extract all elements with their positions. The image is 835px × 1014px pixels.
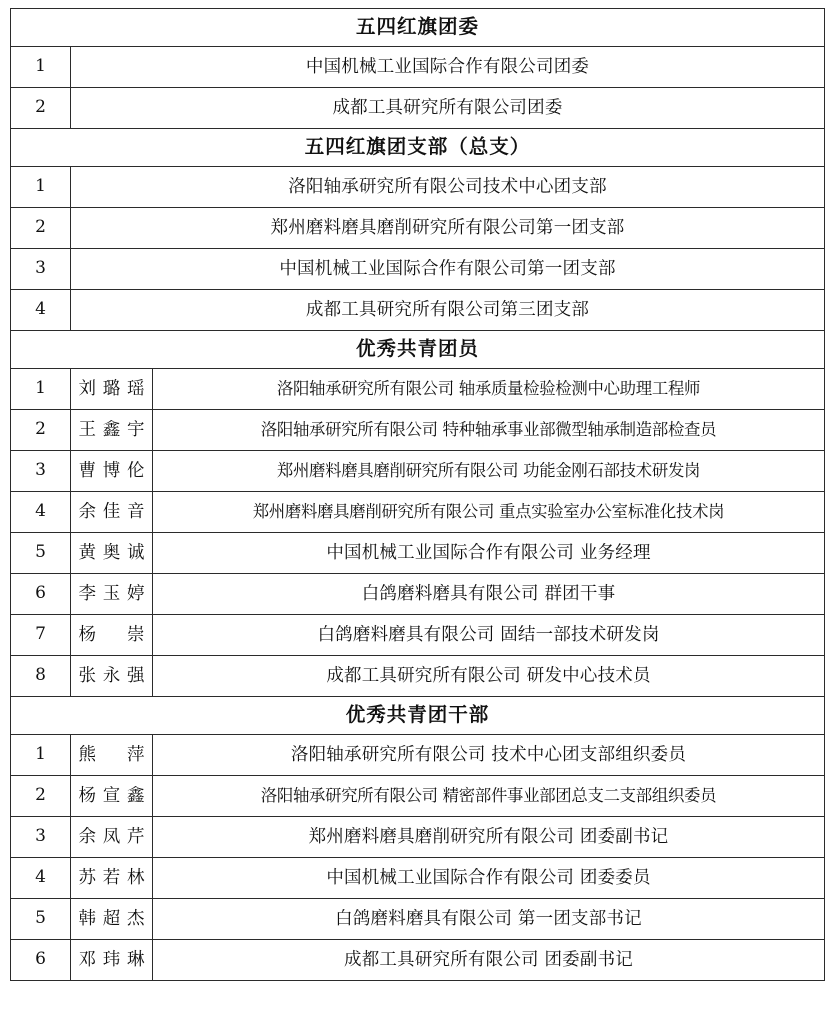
- row-number: 4: [11, 290, 71, 331]
- table-row: [11, 88, 825, 129]
- section-header-row: [11, 9, 825, 47]
- section-title: 优秀共青团员: [11, 331, 825, 369]
- table-row: [11, 940, 825, 981]
- table-row: [11, 167, 825, 208]
- award-description: 郑州磨料磨具磨削研究所有限公司第一团支部: [71, 208, 825, 249]
- person-name: [71, 735, 153, 776]
- row-number: 7: [11, 615, 71, 656]
- person-name: [71, 656, 153, 697]
- row-number: 1: [11, 735, 71, 776]
- person-name: [71, 817, 153, 858]
- table-row: [11, 656, 825, 697]
- person-name: [71, 615, 153, 656]
- table-row: [11, 817, 825, 858]
- section-title: 五四红旗团委: [11, 9, 825, 47]
- award-description: 洛阳轴承研究所有限公司技术中心团支部: [71, 167, 825, 208]
- person-name-text: 李玉婷: [78, 583, 145, 604]
- row-number: 4: [11, 858, 71, 899]
- person-name: [71, 369, 153, 410]
- award-description: 中国机械工业国际合作有限公司 业务经理: [153, 533, 825, 574]
- section-header-row: [11, 331, 825, 369]
- section-title: 五四红旗团支部（总支）: [11, 129, 825, 167]
- person-name-text: 韩超杰: [78, 908, 145, 929]
- person-name-text: 余凤芹: [78, 826, 145, 847]
- person-name-text: 张永强: [78, 665, 145, 686]
- row-number: 2: [11, 410, 71, 451]
- person-name: [71, 858, 153, 899]
- award-description: 郑州磨料磨具磨削研究所有限公司 功能金刚石部技术研发岗: [153, 451, 825, 492]
- person-name-text: 黄奥诚: [78, 542, 145, 563]
- row-number: 3: [11, 249, 71, 290]
- award-description: 成都工具研究所有限公司团委: [71, 88, 825, 129]
- table-row: [11, 451, 825, 492]
- row-number: 6: [11, 940, 71, 981]
- row-number: 1: [11, 369, 71, 410]
- award-table: [10, 8, 825, 981]
- award-description: 成都工具研究所有限公司第三团支部: [71, 290, 825, 331]
- table-row: [11, 249, 825, 290]
- table-row: [11, 47, 825, 88]
- row-number: 1: [11, 167, 71, 208]
- award-description: 白鸽磨料磨具有限公司 第一团支部书记: [153, 899, 825, 940]
- person-name: [71, 492, 153, 533]
- person-name-text: 王鑫宇: [78, 419, 145, 440]
- row-number: 1: [11, 47, 71, 88]
- person-name-text: 余佳音: [78, 501, 145, 522]
- section-header-row: [11, 697, 825, 735]
- person-name-text: 杨宣鑫: [78, 785, 145, 806]
- row-number: 2: [11, 776, 71, 817]
- person-name: [71, 940, 153, 981]
- table-row: [11, 858, 825, 899]
- award-description: 白鸽磨料磨具有限公司 固结一部技术研发岗: [153, 615, 825, 656]
- row-number: 5: [11, 533, 71, 574]
- table-row: [11, 369, 825, 410]
- table-row: [11, 776, 825, 817]
- award-description: 郑州磨料磨具磨削研究所有限公司 团委副书记: [153, 817, 825, 858]
- award-description: 洛阳轴承研究所有限公司 精密部件事业部团总支二支部组织委员: [153, 776, 825, 817]
- row-number: 5: [11, 899, 71, 940]
- person-name: [71, 776, 153, 817]
- table-row: [11, 208, 825, 249]
- award-description: 中国机械工业国际合作有限公司团委: [71, 47, 825, 88]
- award-description: 中国机械工业国际合作有限公司第一团支部: [71, 249, 825, 290]
- table-row: [11, 492, 825, 533]
- table-row: [11, 533, 825, 574]
- person-name: [71, 451, 153, 492]
- person-name: [71, 574, 153, 615]
- row-number: 4: [11, 492, 71, 533]
- person-name-text: 苏若林: [78, 867, 145, 888]
- table-row: [11, 615, 825, 656]
- award-description: 成都工具研究所有限公司 研发中心技术员: [153, 656, 825, 697]
- award-description: 郑州磨料磨具磨削研究所有限公司 重点实验室办公室标准化技术岗: [153, 492, 825, 533]
- person-name-text: 杨崇: [78, 624, 145, 645]
- award-description: 洛阳轴承研究所有限公司 轴承质量检验检测中心助理工程师: [153, 369, 825, 410]
- table-row: [11, 735, 825, 776]
- person-name-text: 邓玮琳: [78, 949, 145, 970]
- person-name: [71, 533, 153, 574]
- award-description: 洛阳轴承研究所有限公司 技术中心团支部组织委员: [153, 735, 825, 776]
- table-row: [11, 574, 825, 615]
- row-number: 6: [11, 574, 71, 615]
- section-header-row: [11, 129, 825, 167]
- person-name-text: 刘璐瑶: [78, 378, 145, 399]
- person-name-text: 熊萍: [78, 744, 145, 765]
- row-number: 3: [11, 451, 71, 492]
- award-description: 洛阳轴承研究所有限公司 特种轴承事业部微型轴承制造部检查员: [153, 410, 825, 451]
- award-description: 成都工具研究所有限公司 团委副书记: [153, 940, 825, 981]
- table-row: [11, 899, 825, 940]
- row-number: 2: [11, 208, 71, 249]
- table-row: [11, 410, 825, 451]
- row-number: 2: [11, 88, 71, 129]
- table-row: [11, 290, 825, 331]
- person-name: [71, 899, 153, 940]
- award-description: 白鸽磨料磨具有限公司 群团干事: [153, 574, 825, 615]
- person-name: [71, 410, 153, 451]
- row-number: 8: [11, 656, 71, 697]
- person-name-text: 曹博伦: [78, 460, 145, 481]
- row-number: 3: [11, 817, 71, 858]
- award-description: 中国机械工业国际合作有限公司 团委委员: [153, 858, 825, 899]
- section-title: 优秀共青团干部: [11, 697, 825, 735]
